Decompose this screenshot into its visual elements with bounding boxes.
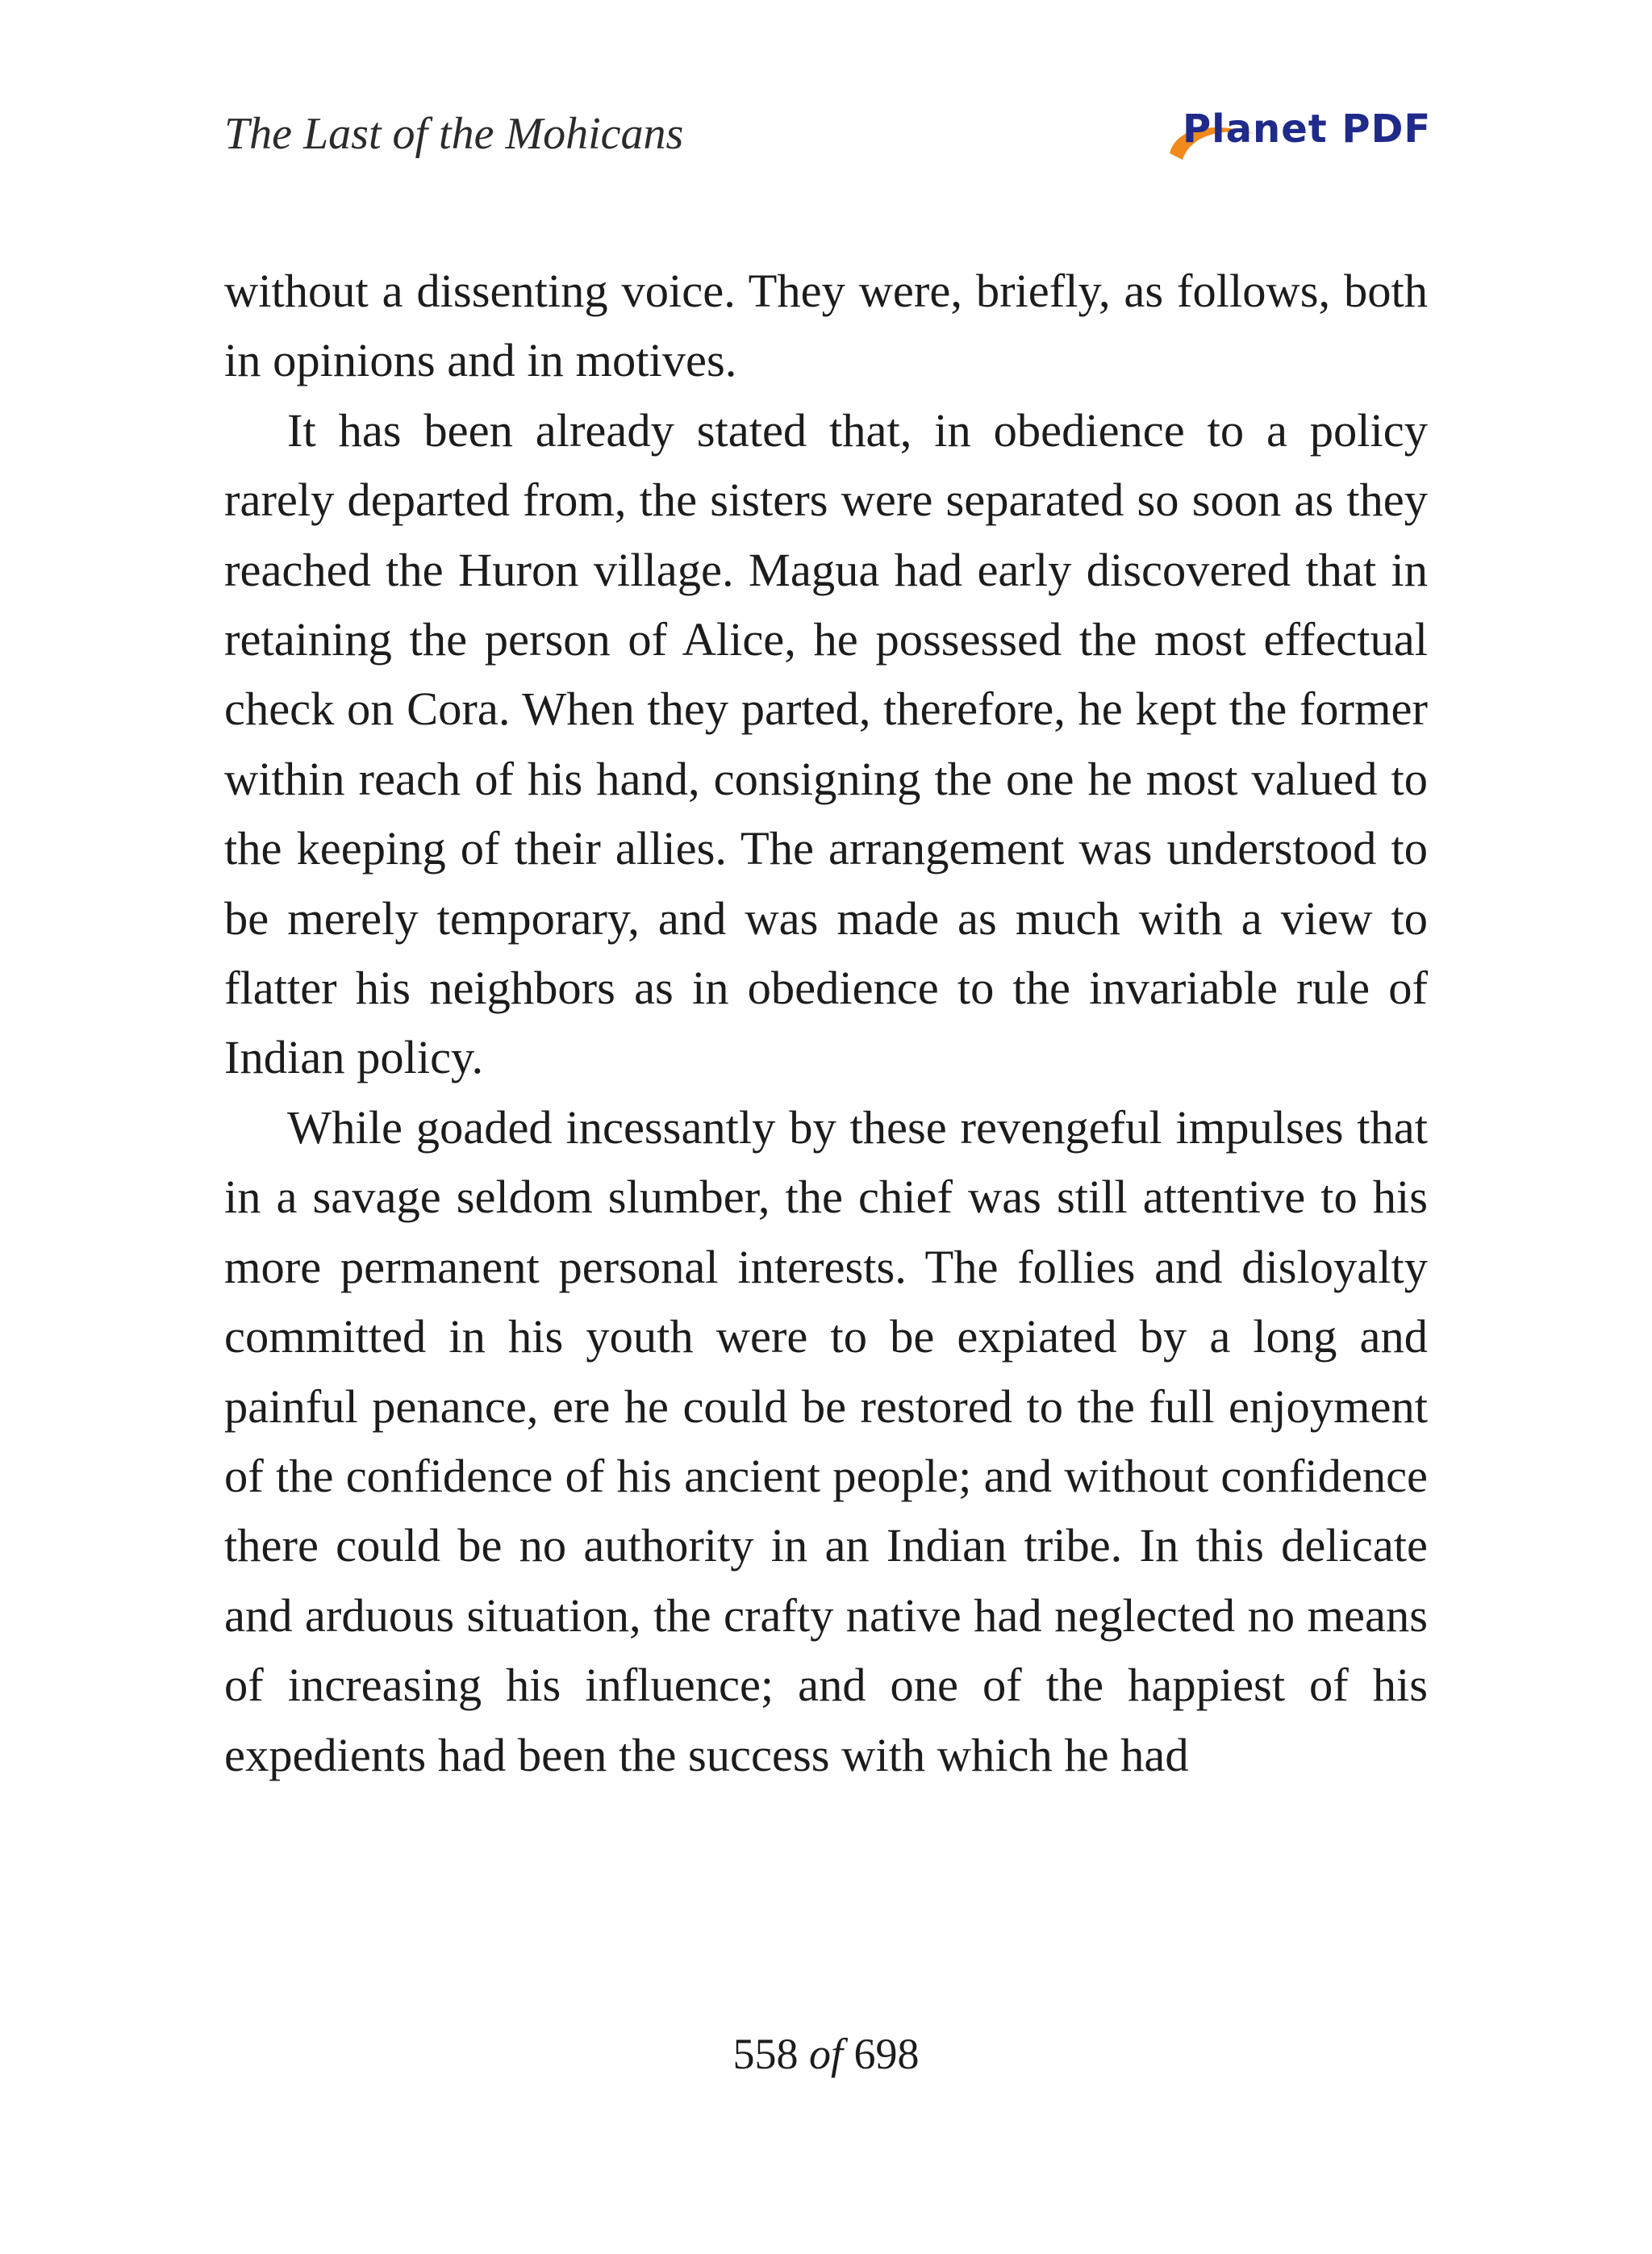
- total-pages: 698: [853, 2030, 920, 2078]
- page-number: [0, 2029, 1652, 2079]
- current-page: 558: [732, 2030, 799, 2078]
- paragraph-continued: without a dissenting voice. They were, briefly, as follows, both in opinions and in motives.: [224, 265, 1428, 387]
- paragraph: It has been already stated that, in obedience to a policy rarely departed from, the sisters were separated so soon as they reached the Huron village. Magua had early discovered that in retaining the person of Alice, he possessed the most effectual check on Cora. When they parted, therefore, he kept the former within reach of his hand, consigning the one he most valued to the keeping of their allies. The arrangement was understood to be merely temporary, and was made as much with a view to flatter his neighbors as in obedience to the invariable rule of Indian policy.: [224, 403, 1428, 1084]
- page-header: [224, 103, 1434, 176]
- of-label: of: [808, 2030, 843, 2078]
- paragraph: While goaded incessantly by these revengeful impulses that in a savage seldom slumber, the chief was still attentive to his more permanent personal interests. The follies and disloyalty committed in his youth were to be expiated by a long and painful penance, ere he could be restored to the full enjoyment of the confidence of his ancient people; and without confidence there could be no authority in an Indian tribe. In this delicate and arduous situation, the crafty native had neglected no means of increasing his influence; and one of the happiest of his expedients had been the success with which he had: [224, 1100, 1428, 1781]
- page-body: [224, 257, 1428, 1790]
- book-title: The Last of the Mohicans: [224, 109, 684, 159]
- logo-text: Planet PDF: [1183, 106, 1432, 152]
- planet-pdf-logo: [1165, 103, 1432, 168]
